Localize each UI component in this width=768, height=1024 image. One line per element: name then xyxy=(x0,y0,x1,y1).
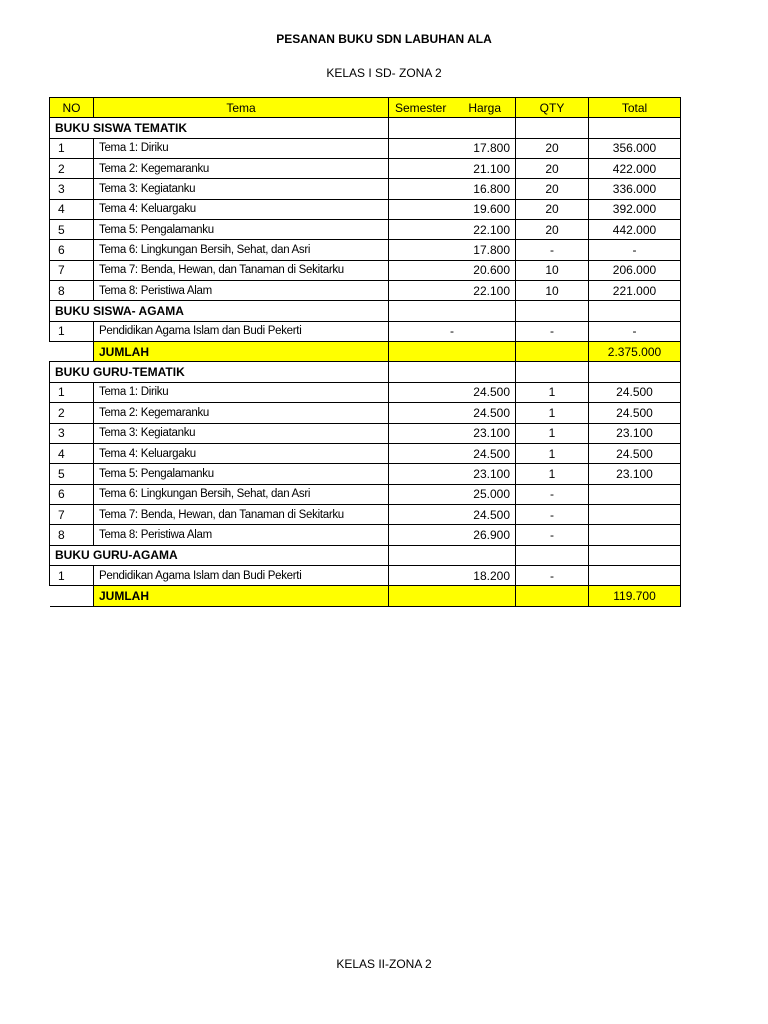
row-total: 24.500 xyxy=(589,443,681,463)
empty-cell xyxy=(589,301,681,321)
row-qty: 1 xyxy=(516,382,589,402)
row-qty: 20 xyxy=(516,138,589,158)
row-qty: - xyxy=(516,504,589,524)
table-row xyxy=(50,484,681,504)
empty-cell xyxy=(50,342,94,362)
header-total: Total xyxy=(589,98,681,118)
document-subtitle: KELAS I SD- ZONA 2 xyxy=(326,66,442,80)
empty-cell xyxy=(389,301,516,321)
table-row xyxy=(50,138,681,158)
jumlah-total: 119.700 xyxy=(589,586,681,606)
row-total: - xyxy=(589,240,681,260)
table-row xyxy=(50,443,681,463)
row-total xyxy=(589,504,681,524)
row-tema: Tema 6: Lingkungan Bersih, Sehat, dan Asri xyxy=(94,484,389,504)
row-qty: - xyxy=(516,484,589,504)
row-number: 3 xyxy=(50,423,94,443)
section-label: BUKU GURU-AGAMA xyxy=(50,545,389,565)
row-harga: 17.800 xyxy=(389,138,516,158)
row-number: 1 xyxy=(50,382,94,402)
empty-cell xyxy=(389,118,516,138)
row-tema: Pendidikan Agama Islam dan Budi Pekerti xyxy=(94,321,389,341)
table-row xyxy=(50,321,681,341)
row-number: 1 xyxy=(50,138,94,158)
row-harga: 24.500 xyxy=(389,504,516,524)
row-qty: 1 xyxy=(516,403,589,423)
empty-cell xyxy=(516,362,589,382)
order-table xyxy=(49,97,681,607)
row-qty: 20 xyxy=(516,179,589,199)
table-row xyxy=(50,159,681,179)
empty-cell xyxy=(589,362,681,382)
row-tema: Tema 3: Kegiatanku xyxy=(94,423,389,443)
empty-cell xyxy=(516,586,589,606)
row-harga: 23.100 xyxy=(389,464,516,484)
jumlah-label: JUMLAH xyxy=(94,586,389,606)
header-no: NO xyxy=(50,98,94,118)
row-harga: 19.600 xyxy=(389,199,516,219)
table-row xyxy=(50,382,681,402)
row-number: 7 xyxy=(50,504,94,524)
row-total xyxy=(589,525,681,545)
row-qty: 1 xyxy=(516,423,589,443)
row-number: 5 xyxy=(50,464,94,484)
row-number: 2 xyxy=(50,159,94,179)
table-row xyxy=(50,220,681,240)
row-harga: 22.100 xyxy=(389,281,516,301)
table-row xyxy=(50,240,681,260)
header-semester-harga xyxy=(389,98,516,118)
row-qty: 20 xyxy=(516,220,589,240)
empty-cell xyxy=(389,586,516,606)
row-tema: Tema 1: Diriku xyxy=(94,382,389,402)
row-number: 3 xyxy=(50,179,94,199)
empty-cell xyxy=(516,545,589,565)
empty-cell xyxy=(589,545,681,565)
row-qty: 10 xyxy=(516,281,589,301)
table-row xyxy=(50,464,681,484)
row-number: 4 xyxy=(50,443,94,463)
table-row xyxy=(50,504,681,524)
row-tema: Tema 5: Pengalamanku xyxy=(94,464,389,484)
document-title: PESANAN BUKU SDN LABUHAN ALA xyxy=(276,32,492,46)
table-header-row xyxy=(50,98,681,118)
row-tema: Tema 8: Peristiwa Alam xyxy=(94,525,389,545)
row-qty: 10 xyxy=(516,260,589,280)
section-row xyxy=(50,301,681,321)
empty-cell xyxy=(516,301,589,321)
row-tema: Tema 8: Peristiwa Alam xyxy=(94,281,389,301)
row-harga: 20.600 xyxy=(389,260,516,280)
row-harga: 21.100 xyxy=(389,159,516,179)
row-tema: Pendidikan Agama Islam dan Budi Pekerti xyxy=(94,565,389,585)
empty-cell xyxy=(589,118,681,138)
row-number: 2 xyxy=(50,403,94,423)
header-qty: QTY xyxy=(516,98,589,118)
row-total: 392.000 xyxy=(589,199,681,219)
row-total xyxy=(589,565,681,585)
row-qty: 20 xyxy=(516,159,589,179)
jumlah-total: 2.375.000 xyxy=(589,342,681,362)
row-total: 24.500 xyxy=(589,382,681,402)
row-tema: Tema 4: Keluargaku xyxy=(94,199,389,219)
row-tema: Tema 1: Diriku xyxy=(94,138,389,158)
row-tema: Tema 2: Kegemaranku xyxy=(94,403,389,423)
row-total: 23.100 xyxy=(589,423,681,443)
table-row xyxy=(50,423,681,443)
footer-label: KELAS II-ZONA 2 xyxy=(336,957,432,971)
table-row xyxy=(50,281,681,301)
empty-cell xyxy=(50,586,94,606)
jumlah-row xyxy=(50,586,681,606)
jumlah-label: JUMLAH xyxy=(94,342,389,362)
row-total: - xyxy=(589,321,681,341)
row-harga: 24.500 xyxy=(389,403,516,423)
table-row xyxy=(50,199,681,219)
table-row xyxy=(50,260,681,280)
empty-cell xyxy=(516,342,589,362)
row-total: 422.000 xyxy=(589,159,681,179)
row-harga: 24.500 xyxy=(389,443,516,463)
row-tema: Tema 7: Benda, Hewan, dan Tanaman di Sekitarku xyxy=(94,504,389,524)
table-row xyxy=(50,403,681,423)
row-tema: Tema 7: Benda, Hewan, dan Tanaman di Sekitarku xyxy=(94,260,389,280)
row-total: 23.100 xyxy=(589,464,681,484)
row-qty: 1 xyxy=(516,464,589,484)
row-qty: - xyxy=(516,565,589,585)
empty-cell xyxy=(516,118,589,138)
row-total: 442.000 xyxy=(589,220,681,240)
row-number: 6 xyxy=(50,240,94,260)
row-tema: Tema 4: Keluargaku xyxy=(94,443,389,463)
row-harga: 23.100 xyxy=(389,423,516,443)
section-row xyxy=(50,362,681,382)
header-harga: Harga xyxy=(468,100,501,115)
row-total: 356.000 xyxy=(589,138,681,158)
row-tema: Tema 3: Kegiatanku xyxy=(94,179,389,199)
row-qty: 20 xyxy=(516,199,589,219)
row-harga: 18.200 xyxy=(389,565,516,585)
section-label: BUKU SISWA- AGAMA xyxy=(50,301,389,321)
row-harga: 26.900 xyxy=(389,525,516,545)
row-qty: - xyxy=(516,321,589,341)
row-harga: 24.500 xyxy=(389,382,516,402)
row-number: 8 xyxy=(50,281,94,301)
row-number: 1 xyxy=(50,321,94,341)
section-row xyxy=(50,118,681,138)
row-number: 1 xyxy=(50,565,94,585)
row-number: 6 xyxy=(50,484,94,504)
row-harga: 16.800 xyxy=(389,179,516,199)
jumlah-row xyxy=(50,342,681,362)
row-number: 8 xyxy=(50,525,94,545)
table-row xyxy=(50,565,681,585)
row-qty: - xyxy=(516,240,589,260)
row-total: 336.000 xyxy=(589,179,681,199)
table-row xyxy=(50,179,681,199)
empty-cell xyxy=(389,362,516,382)
row-harga: - xyxy=(389,321,516,341)
header-semester: Semester xyxy=(395,100,447,115)
row-qty: 1 xyxy=(516,443,589,463)
section-label: BUKU GURU-TEMATIK xyxy=(50,362,389,382)
empty-cell xyxy=(389,545,516,565)
row-total: 221.000 xyxy=(589,281,681,301)
section-row xyxy=(50,545,681,565)
row-number: 5 xyxy=(50,220,94,240)
row-total: 24.500 xyxy=(589,403,681,423)
row-number: 4 xyxy=(50,199,94,219)
section-label: BUKU SISWA TEMATIK xyxy=(50,118,389,138)
row-total: 206.000 xyxy=(589,260,681,280)
empty-cell xyxy=(389,342,516,362)
row-tema: Tema 6: Lingkungan Bersih, Sehat, dan Asri xyxy=(94,240,389,260)
row-total xyxy=(589,484,681,504)
row-harga: 25.000 xyxy=(389,484,516,504)
header-tema: Tema xyxy=(94,98,389,118)
row-tema: Tema 5: Pengalamanku xyxy=(94,220,389,240)
table-row xyxy=(50,525,681,545)
row-number: 7 xyxy=(50,260,94,280)
row-qty: - xyxy=(516,525,589,545)
row-tema: Tema 2: Kegemaranku xyxy=(94,159,389,179)
row-harga: 17.800 xyxy=(389,240,516,260)
row-harga: 22.100 xyxy=(389,220,516,240)
